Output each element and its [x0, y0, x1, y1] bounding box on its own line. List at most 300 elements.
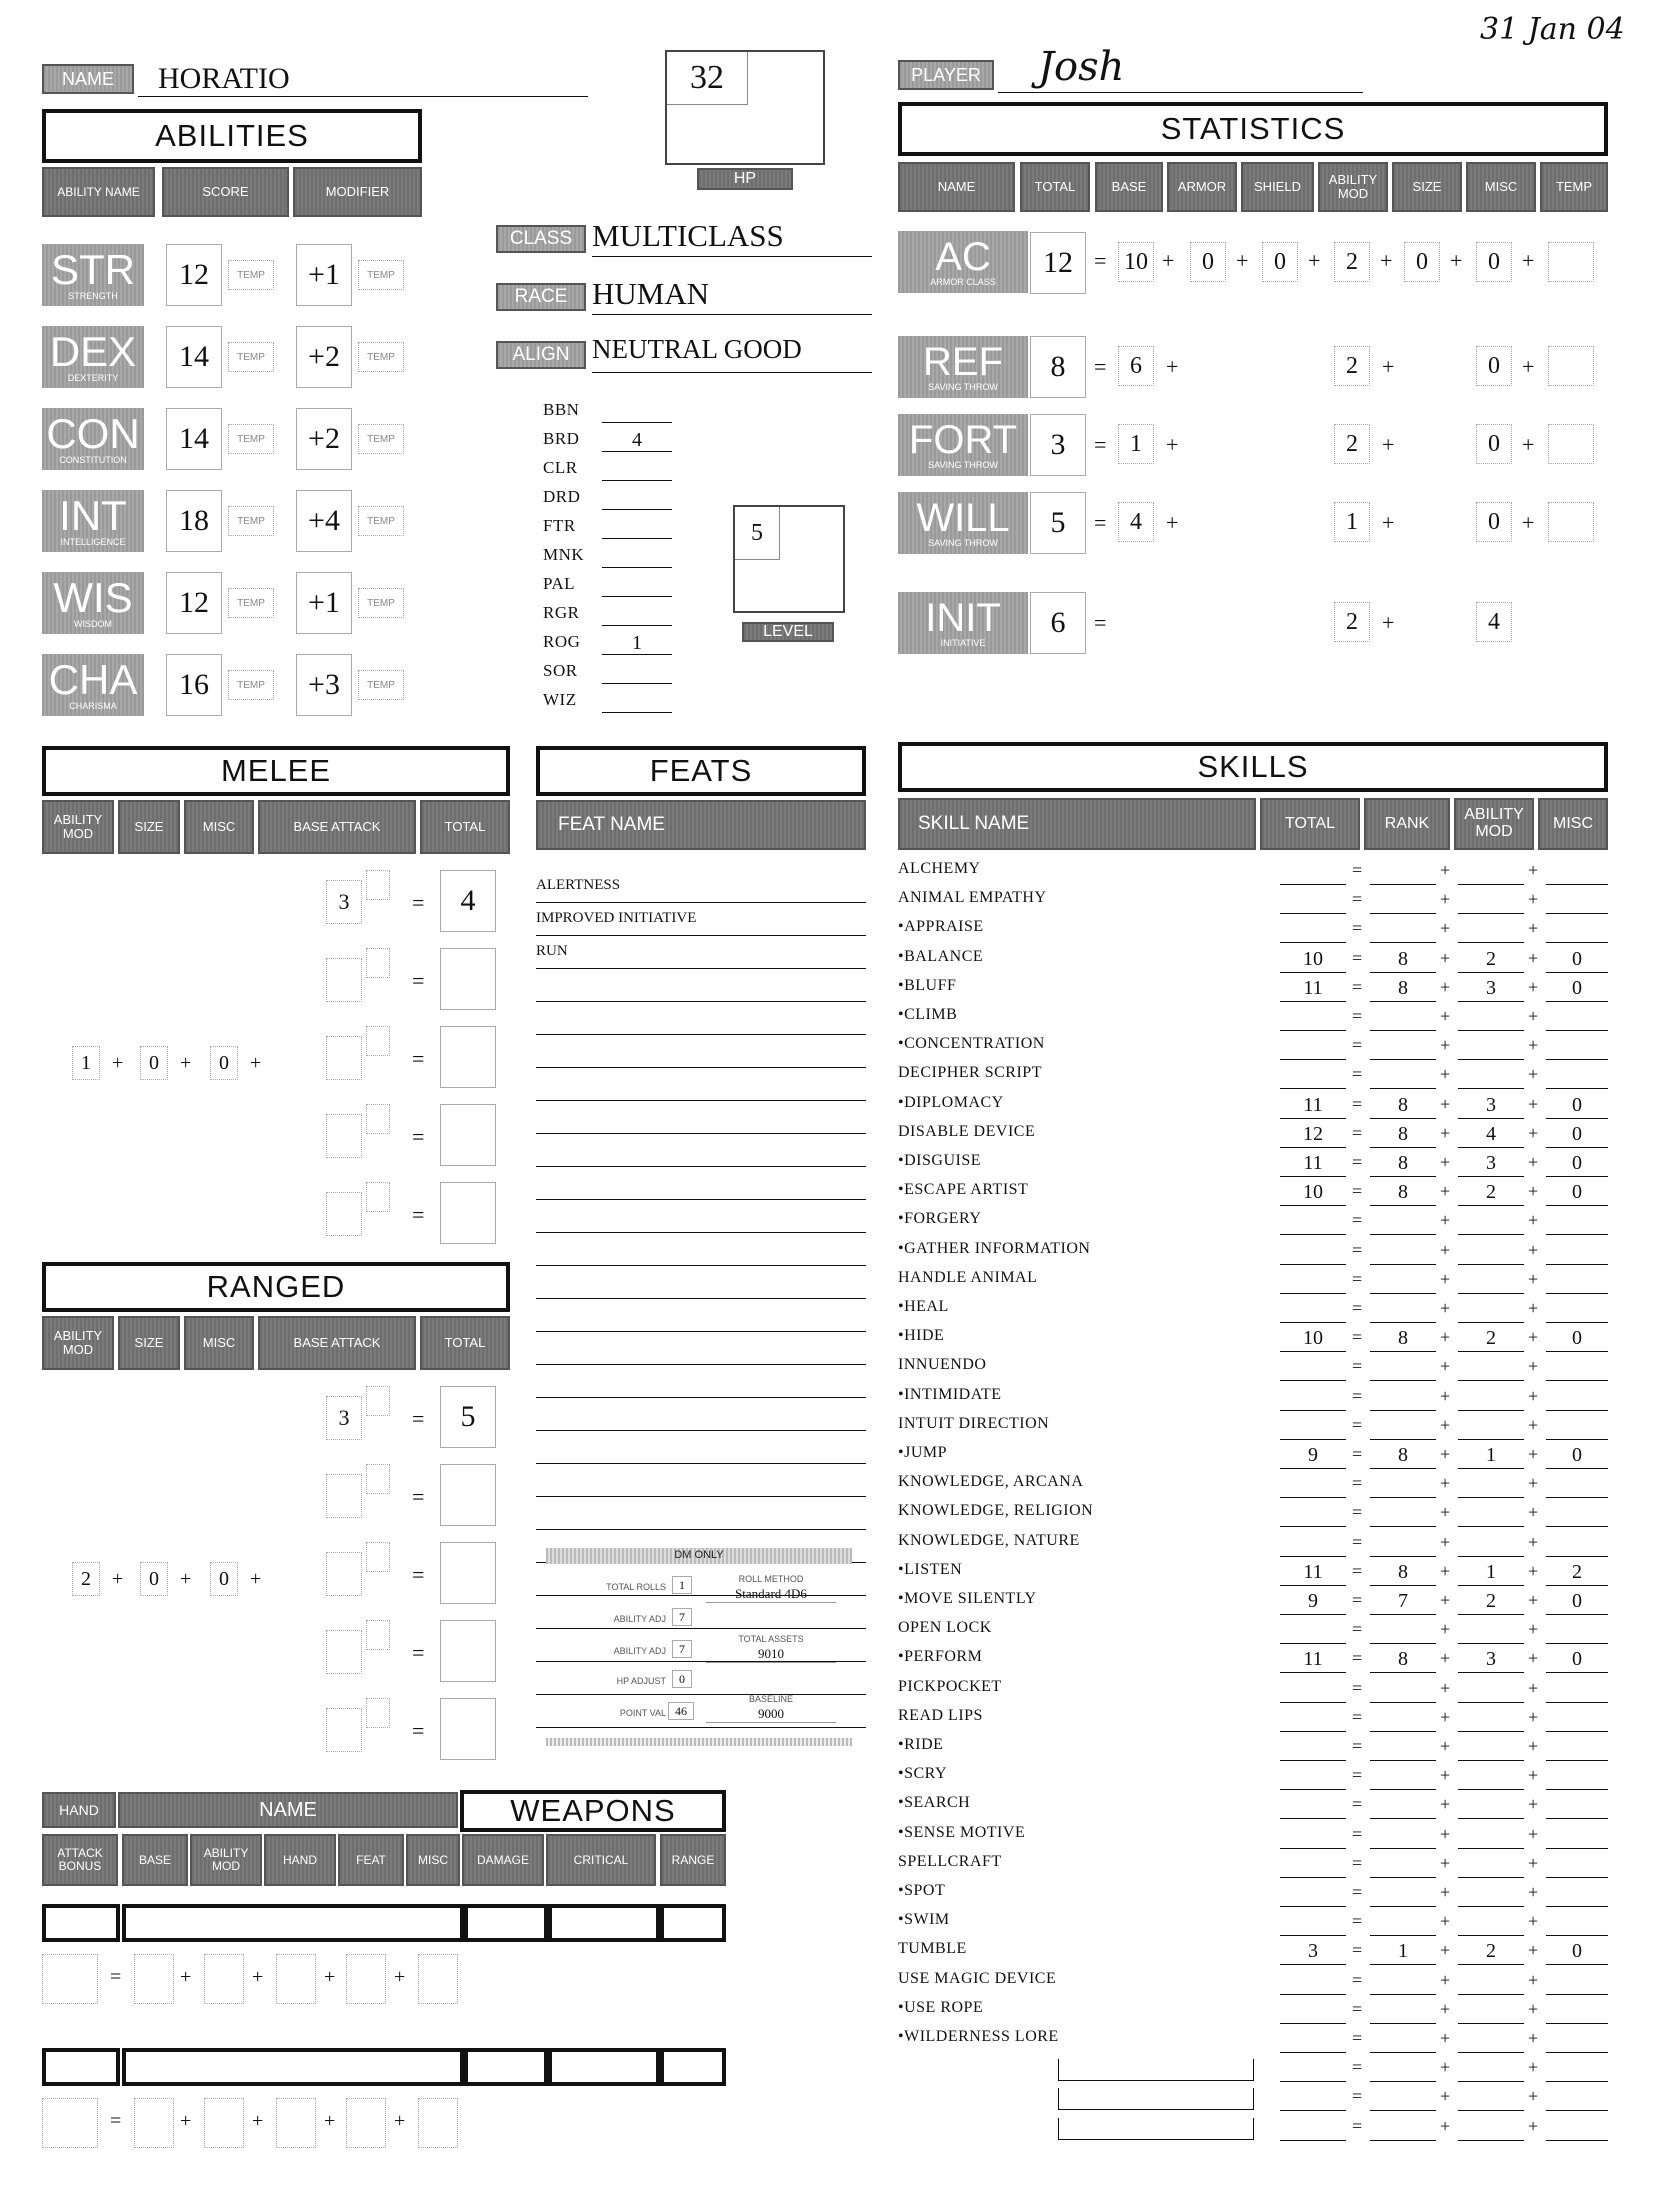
- skill-rank[interactable]: 8: [1370, 948, 1436, 973]
- skill-ability[interactable]: [1458, 2028, 1524, 2053]
- skill-misc[interactable]: [1546, 1269, 1608, 1294]
- skill-total[interactable]: [1280, 1882, 1346, 1907]
- feat-line[interactable]: [536, 938, 866, 969]
- save-base-will[interactable]: 4: [1118, 502, 1154, 542]
- skill-misc[interactable]: [1546, 2057, 1608, 2082]
- save-base-fort[interactable]: 1: [1118, 424, 1154, 464]
- class-level-pal[interactable]: [602, 574, 672, 597]
- skill-total[interactable]: 9: [1280, 1590, 1346, 1615]
- skill-misc[interactable]: 0: [1546, 1094, 1608, 1119]
- melee-base-box[interactable]: [326, 1114, 362, 1158]
- skill-total[interactable]: [1280, 2028, 1346, 2053]
- melee-total-box[interactable]: [440, 1104, 496, 1166]
- skill-ability[interactable]: [1458, 1473, 1524, 1498]
- level-box[interactable]: [733, 505, 845, 613]
- skill-rank[interactable]: [1370, 1386, 1436, 1411]
- feat-line[interactable]: [536, 872, 866, 903]
- skill-total[interactable]: [1280, 1473, 1346, 1498]
- skill-misc[interactable]: 0: [1546, 1327, 1608, 1352]
- skill-rank[interactable]: [1370, 1853, 1436, 1878]
- skill-total[interactable]: [1280, 1707, 1346, 1732]
- weapon-misc[interactable]: [418, 2098, 458, 2148]
- skill-rank[interactable]: [1370, 1064, 1436, 1089]
- skill-total[interactable]: 12: [1280, 1123, 1346, 1148]
- init-ability[interactable]: 2: [1334, 602, 1370, 642]
- feat-line[interactable]: [536, 905, 866, 936]
- skill-total[interactable]: [1280, 918, 1346, 943]
- ranged-base-box[interactable]: [326, 1552, 362, 1596]
- class-level-sor[interactable]: [602, 661, 672, 684]
- ranged-size[interactable]: 0: [140, 1562, 168, 1596]
- ability-score-dex[interactable]: 14: [166, 326, 222, 388]
- skill-ability[interactable]: 3: [1458, 1152, 1524, 1177]
- ability-mod-temp[interactable]: TEMP: [358, 670, 404, 700]
- skill-rank[interactable]: [1370, 1736, 1436, 1761]
- skill-ability[interactable]: [1458, 1356, 1524, 1381]
- class-level-ftr[interactable]: [602, 516, 672, 539]
- save-total-fort[interactable]: 3: [1030, 414, 1086, 476]
- skill-misc[interactable]: [1546, 1824, 1608, 1849]
- skill-total[interactable]: [1280, 1415, 1346, 1440]
- feat-line[interactable]: [536, 1400, 866, 1431]
- skill-ability[interactable]: [1458, 918, 1524, 943]
- skill-rank[interactable]: [1370, 918, 1436, 943]
- skill-ability[interactable]: [1458, 1006, 1524, 1031]
- skill-ability[interactable]: [1458, 1064, 1524, 1089]
- skill-misc[interactable]: 0: [1546, 1123, 1608, 1148]
- save-base-ref[interactable]: 6: [1118, 346, 1154, 386]
- class-level-rog[interactable]: 1: [602, 632, 672, 655]
- feat-line[interactable]: [536, 1004, 866, 1035]
- skill-misc[interactable]: [1546, 918, 1608, 943]
- skill-ability[interactable]: 1: [1458, 1444, 1524, 1469]
- weapon-range-box[interactable]: [660, 2048, 726, 2086]
- skill-total[interactable]: [1280, 1532, 1346, 1557]
- feat-line[interactable]: [536, 1169, 866, 1200]
- skill-ability[interactable]: [1458, 1210, 1524, 1235]
- class-field[interactable]: MULTICLASS: [592, 218, 872, 257]
- skill-ability[interactable]: [1458, 1298, 1524, 1323]
- skill-ability[interactable]: [1458, 1736, 1524, 1761]
- skill-misc[interactable]: [1546, 1415, 1608, 1440]
- skill-rank[interactable]: [1370, 1210, 1436, 1235]
- skill-misc[interactable]: [1546, 1473, 1608, 1498]
- skill-rank[interactable]: 8: [1370, 1327, 1436, 1352]
- feat-line[interactable]: [536, 1136, 866, 1167]
- skill-rank[interactable]: 8: [1370, 1152, 1436, 1177]
- skill-ability[interactable]: [1458, 2086, 1524, 2111]
- feat-line[interactable]: [536, 971, 866, 1002]
- skill-custom-bracket[interactable]: [1058, 2088, 1254, 2110]
- melee-base-box[interactable]: [326, 958, 362, 1002]
- ability-score-temp[interactable]: TEMP: [228, 506, 274, 536]
- skill-ability[interactable]: 3: [1458, 1094, 1524, 1119]
- skill-misc[interactable]: [1546, 1298, 1608, 1323]
- skill-ability[interactable]: [1458, 1911, 1524, 1936]
- skill-misc[interactable]: 0: [1546, 1590, 1608, 1615]
- skill-total[interactable]: [1280, 1999, 1346, 2024]
- skill-rank[interactable]: [1370, 1298, 1436, 1323]
- skill-rank[interactable]: [1370, 1532, 1436, 1557]
- skill-rank[interactable]: [1370, 2057, 1436, 2082]
- weapon-critical-box[interactable]: [548, 2048, 660, 2086]
- weapon-hand-box[interactable]: [42, 2048, 120, 2086]
- skill-ability[interactable]: 3: [1458, 1648, 1524, 1673]
- ability-score-con[interactable]: 14: [166, 408, 222, 470]
- class-level-mnk[interactable]: [602, 545, 672, 568]
- skill-custom-bracket[interactable]: [1058, 2059, 1254, 2081]
- skill-rank[interactable]: 7: [1370, 1590, 1436, 1615]
- skill-rank[interactable]: [1370, 2086, 1436, 2111]
- skill-misc[interactable]: [1546, 1707, 1608, 1732]
- skill-misc[interactable]: [1546, 1386, 1608, 1411]
- hp-box[interactable]: [665, 50, 825, 165]
- skill-rank[interactable]: [1370, 1619, 1436, 1644]
- skill-ability[interactable]: [1458, 1619, 1524, 1644]
- ability-mod-dex[interactable]: +2: [296, 326, 352, 388]
- ability-mod-int[interactable]: +4: [296, 490, 352, 552]
- skill-custom-bracket[interactable]: [1058, 2118, 1254, 2140]
- init-misc[interactable]: 4: [1476, 602, 1512, 642]
- ranged-base-box2[interactable]: [366, 1620, 390, 1650]
- skill-misc[interactable]: [1546, 1064, 1608, 1089]
- ranged-misc[interactable]: 0: [210, 1562, 238, 1596]
- skill-ability[interactable]: 2: [1458, 1590, 1524, 1615]
- ability-score-str[interactable]: 12: [166, 244, 222, 306]
- save-ability-will[interactable]: 1: [1334, 502, 1370, 542]
- ability-mod-con[interactable]: +2: [296, 408, 352, 470]
- skill-total[interactable]: [1280, 1298, 1346, 1323]
- weapon-feat[interactable]: [346, 2098, 386, 2148]
- melee-base-box[interactable]: 3: [326, 880, 362, 924]
- feat-line[interactable]: [536, 1235, 866, 1266]
- save-misc-ref[interactable]: 0: [1476, 346, 1512, 386]
- skill-rank[interactable]: 8: [1370, 1094, 1436, 1119]
- skill-ability[interactable]: [1458, 1532, 1524, 1557]
- skill-total[interactable]: 11: [1280, 977, 1346, 1002]
- skill-total[interactable]: [1280, 1210, 1346, 1235]
- player-field[interactable]: [998, 44, 1363, 93]
- skill-rank[interactable]: 1: [1370, 1940, 1436, 1965]
- feat-line[interactable]: [536, 1103, 866, 1134]
- weapon-base[interactable]: [134, 2098, 174, 2148]
- feat-line[interactable]: [536, 1367, 866, 1398]
- skill-misc[interactable]: [1546, 1794, 1608, 1819]
- class-level-wiz[interactable]: [602, 690, 672, 713]
- melee-total-box[interactable]: 4: [440, 870, 496, 932]
- skill-total[interactable]: [1280, 1035, 1346, 1060]
- skill-ability[interactable]: [1458, 1035, 1524, 1060]
- weapon-attack-bonus[interactable]: [42, 2098, 98, 2148]
- skill-ability[interactable]: [1458, 1502, 1524, 1527]
- skill-total[interactable]: [1280, 1269, 1346, 1294]
- skill-ability[interactable]: [1458, 2116, 1524, 2141]
- skill-total[interactable]: [1280, 889, 1346, 914]
- skill-ability[interactable]: 2: [1458, 948, 1524, 973]
- skill-ability[interactable]: [1458, 1999, 1524, 2024]
- ability-mod-temp[interactable]: TEMP: [358, 588, 404, 618]
- ranged-base-box[interactable]: [326, 1630, 362, 1674]
- ac-armor[interactable]: 0: [1190, 242, 1226, 282]
- skill-misc[interactable]: [1546, 1356, 1608, 1381]
- skill-total[interactable]: [1280, 1824, 1346, 1849]
- melee-total-box[interactable]: [440, 948, 496, 1010]
- ranged-total-box[interactable]: [440, 1698, 496, 1760]
- skill-total[interactable]: 3: [1280, 1940, 1346, 1965]
- skill-total[interactable]: [1280, 1853, 1346, 1878]
- skill-ability[interactable]: 4: [1458, 1123, 1524, 1148]
- skill-rank[interactable]: [1370, 1765, 1436, 1790]
- skill-ability[interactable]: [1458, 1240, 1524, 1265]
- feat-line[interactable]: [536, 1202, 866, 1233]
- skill-rank[interactable]: [1370, 1006, 1436, 1031]
- save-total-will[interactable]: 5: [1030, 492, 1086, 554]
- skill-rank[interactable]: [1370, 889, 1436, 914]
- class-level-drd[interactable]: [602, 487, 672, 510]
- skill-total[interactable]: 10: [1280, 1181, 1346, 1206]
- skill-rank[interactable]: 8: [1370, 1181, 1436, 1206]
- melee-base-box2[interactable]: [366, 1182, 390, 1212]
- ranged-total-box[interactable]: 5: [440, 1386, 496, 1448]
- skill-rank[interactable]: [1370, 1678, 1436, 1703]
- skill-total[interactable]: 10: [1280, 948, 1346, 973]
- skill-misc[interactable]: [1546, 1006, 1608, 1031]
- ac-total[interactable]: 12: [1030, 232, 1086, 294]
- weapon-name-box[interactable]: [122, 1904, 464, 1942]
- melee-base-box[interactable]: [326, 1192, 362, 1236]
- ranged-base-box2[interactable]: [366, 1698, 390, 1728]
- class-level-brd[interactable]: 4: [602, 429, 672, 452]
- ranged-base-box2[interactable]: [366, 1464, 390, 1494]
- feat-line[interactable]: [536, 1433, 866, 1464]
- skill-ability[interactable]: [1458, 1678, 1524, 1703]
- skill-rank[interactable]: [1370, 1707, 1436, 1732]
- ability-score-temp[interactable]: TEMP: [228, 260, 274, 290]
- skill-total[interactable]: [1280, 1619, 1346, 1644]
- weapon-attack-bonus[interactable]: [42, 1954, 98, 2004]
- skill-rank[interactable]: [1370, 2028, 1436, 2053]
- skill-rank[interactable]: 8: [1370, 977, 1436, 1002]
- skill-rank[interactable]: [1370, 1824, 1436, 1849]
- melee-ability[interactable]: 1: [72, 1046, 100, 1080]
- skill-misc[interactable]: [1546, 1911, 1608, 1936]
- ac-ability[interactable]: 2: [1334, 242, 1370, 282]
- class-level-bbn[interactable]: [602, 400, 672, 423]
- skill-total[interactable]: [1280, 1794, 1346, 1819]
- skill-rank[interactable]: [1370, 2116, 1436, 2141]
- skill-total[interactable]: [1280, 1736, 1346, 1761]
- class-level-clr[interactable]: [602, 458, 672, 481]
- ranged-total-box[interactable]: [440, 1464, 496, 1526]
- weapon-damage-box[interactable]: [464, 1904, 548, 1942]
- skill-ability[interactable]: [1458, 889, 1524, 914]
- skill-rank[interactable]: [1370, 1473, 1436, 1498]
- skill-total[interactable]: 11: [1280, 1561, 1346, 1586]
- ranged-base-box[interactable]: [326, 1708, 362, 1752]
- skill-misc[interactable]: 0: [1546, 1940, 1608, 1965]
- skill-total[interactable]: [1280, 1006, 1346, 1031]
- feat-line[interactable]: [536, 1268, 866, 1299]
- skill-ability[interactable]: [1458, 860, 1524, 885]
- skill-misc[interactable]: 0: [1546, 977, 1608, 1002]
- save-temp[interactable]: [1548, 346, 1594, 386]
- weapon-ability[interactable]: [204, 2098, 244, 2148]
- feat-line[interactable]: [536, 1466, 866, 1497]
- ac-base[interactable]: 10: [1118, 242, 1154, 282]
- skill-total[interactable]: [1280, 1064, 1346, 1089]
- skill-total[interactable]: [1280, 1970, 1346, 1995]
- skill-ability[interactable]: [1458, 1765, 1524, 1790]
- ranged-base-box2[interactable]: [366, 1386, 390, 1416]
- weapon-base[interactable]: [134, 1954, 174, 2004]
- weapon-name-box[interactable]: [122, 2048, 464, 2086]
- save-temp[interactable]: [1548, 502, 1594, 542]
- skill-rank[interactable]: [1370, 1794, 1436, 1819]
- skill-rank[interactable]: [1370, 1882, 1436, 1907]
- skill-ability[interactable]: [1458, 2057, 1524, 2082]
- weapon-critical-box[interactable]: [548, 1904, 660, 1942]
- ability-score-wis[interactable]: 12: [166, 572, 222, 634]
- ranged-base-box[interactable]: 3: [326, 1396, 362, 1440]
- weapon-feat[interactable]: [346, 1954, 386, 2004]
- skill-total[interactable]: [1280, 1678, 1346, 1703]
- ability-score-temp[interactable]: TEMP: [228, 588, 274, 618]
- skill-misc[interactable]: [1546, 1736, 1608, 1761]
- ability-mod-str[interactable]: +1: [296, 244, 352, 306]
- ability-mod-temp[interactable]: TEMP: [358, 506, 404, 536]
- save-misc-will[interactable]: 0: [1476, 502, 1512, 542]
- save-temp[interactable]: [1548, 424, 1594, 464]
- skill-rank[interactable]: [1370, 1970, 1436, 1995]
- skill-misc[interactable]: 0: [1546, 1444, 1608, 1469]
- skill-ability[interactable]: [1458, 1882, 1524, 1907]
- skill-misc[interactable]: [1546, 889, 1608, 914]
- skill-ability[interactable]: [1458, 1707, 1524, 1732]
- skill-misc[interactable]: 0: [1546, 948, 1608, 973]
- melee-base-box2[interactable]: [366, 870, 390, 900]
- name-field[interactable]: [138, 62, 588, 97]
- ac-shield[interactable]: 0: [1262, 242, 1298, 282]
- skill-misc[interactable]: [1546, 1619, 1608, 1644]
- melee-base-box2[interactable]: [366, 948, 390, 978]
- skill-rank[interactable]: 8: [1370, 1123, 1436, 1148]
- ability-score-temp[interactable]: TEMP: [228, 342, 274, 372]
- skill-misc[interactable]: 0: [1546, 1181, 1608, 1206]
- weapon-hand-box[interactable]: [42, 1904, 120, 1942]
- feat-line[interactable]: [536, 1037, 866, 1068]
- init-total[interactable]: 6: [1030, 592, 1086, 654]
- skill-misc[interactable]: 2: [1546, 1561, 1608, 1586]
- ability-mod-cha[interactable]: +3: [296, 654, 352, 716]
- save-ability-ref[interactable]: 2: [1334, 346, 1370, 386]
- ability-mod-wis[interactable]: +1: [296, 572, 352, 634]
- ability-score-temp[interactable]: TEMP: [228, 670, 274, 700]
- skill-misc[interactable]: [1546, 1999, 1608, 2024]
- feat-line[interactable]: [536, 1301, 866, 1332]
- skill-misc[interactable]: 0: [1546, 1648, 1608, 1673]
- skill-ability[interactable]: [1458, 1970, 1524, 1995]
- skill-ability[interactable]: 1: [1458, 1561, 1524, 1586]
- skill-ability[interactable]: [1458, 1269, 1524, 1294]
- feat-line[interactable]: [536, 1070, 866, 1101]
- melee-total-box[interactable]: [440, 1026, 496, 1088]
- skill-misc[interactable]: [1546, 1532, 1608, 1557]
- skill-misc[interactable]: [1546, 1678, 1608, 1703]
- feat-line[interactable]: [536, 1499, 866, 1530]
- skill-misc[interactable]: [1546, 1502, 1608, 1527]
- skill-rank[interactable]: [1370, 860, 1436, 885]
- weapon-hand[interactable]: [276, 2098, 316, 2148]
- skill-total[interactable]: 11: [1280, 1152, 1346, 1177]
- skill-total[interactable]: [1280, 2057, 1346, 2082]
- ac-temp[interactable]: [1548, 242, 1594, 282]
- skill-ability[interactable]: [1458, 1415, 1524, 1440]
- skill-total[interactable]: [1280, 1240, 1346, 1265]
- align-field[interactable]: NEUTRAL GOOD: [592, 334, 872, 373]
- skill-total[interactable]: [1280, 2116, 1346, 2141]
- skill-total[interactable]: [1280, 860, 1346, 885]
- skill-total[interactable]: 11: [1280, 1094, 1346, 1119]
- weapon-hand[interactable]: [276, 1954, 316, 2004]
- ability-mod-temp[interactable]: TEMP: [358, 424, 404, 454]
- skill-rank[interactable]: [1370, 1999, 1436, 2024]
- skill-total[interactable]: 10: [1280, 1327, 1346, 1352]
- skill-ability[interactable]: 2: [1458, 1327, 1524, 1352]
- skill-misc[interactable]: [1546, 1765, 1608, 1790]
- skill-misc[interactable]: [1546, 2028, 1608, 2053]
- ability-mod-temp[interactable]: TEMP: [358, 260, 404, 290]
- skill-ability[interactable]: [1458, 1794, 1524, 1819]
- ability-mod-temp[interactable]: TEMP: [358, 342, 404, 372]
- skill-ability[interactable]: [1458, 1386, 1524, 1411]
- skill-rank[interactable]: [1370, 1269, 1436, 1294]
- skill-misc[interactable]: [1546, 1210, 1608, 1235]
- skill-rank[interactable]: [1370, 1035, 1436, 1060]
- skill-rank[interactable]: [1370, 1911, 1436, 1936]
- skill-misc[interactable]: [1546, 1853, 1608, 1878]
- skill-total[interactable]: [1280, 2086, 1346, 2111]
- skill-total[interactable]: 11: [1280, 1648, 1346, 1673]
- ability-score-temp[interactable]: TEMP: [228, 424, 274, 454]
- weapon-misc[interactable]: [418, 1954, 458, 2004]
- skill-rank[interactable]: [1370, 1240, 1436, 1265]
- melee-total-box[interactable]: [440, 1182, 496, 1244]
- race-field[interactable]: HUMAN: [592, 276, 872, 315]
- save-total-ref[interactable]: 8: [1030, 336, 1086, 398]
- skill-ability[interactable]: 2: [1458, 1940, 1524, 1965]
- save-misc-fort[interactable]: 0: [1476, 424, 1512, 464]
- skill-misc[interactable]: [1546, 2116, 1608, 2141]
- skill-ability[interactable]: 3: [1458, 977, 1524, 1002]
- skill-misc[interactable]: 0: [1546, 1152, 1608, 1177]
- feat-line[interactable]: [536, 1334, 866, 1365]
- skill-total[interactable]: [1280, 1911, 1346, 1936]
- weapon-range-box[interactable]: [660, 1904, 726, 1942]
- ability-score-int[interactable]: 18: [166, 490, 222, 552]
- skill-total[interactable]: [1280, 1386, 1346, 1411]
- melee-base-box[interactable]: [326, 1036, 362, 1080]
- melee-size[interactable]: 0: [140, 1046, 168, 1080]
- save-ability-fort[interactable]: 2: [1334, 424, 1370, 464]
- skill-rank[interactable]: 8: [1370, 1561, 1436, 1586]
- skill-total[interactable]: [1280, 1356, 1346, 1381]
- skill-rank[interactable]: [1370, 1502, 1436, 1527]
- ranged-base-box[interactable]: [326, 1474, 362, 1518]
- melee-base-box2[interactable]: [366, 1026, 390, 1056]
- skill-misc[interactable]: [1546, 1970, 1608, 1995]
- skill-rank[interactable]: [1370, 1356, 1436, 1381]
- skill-ability[interactable]: [1458, 1853, 1524, 1878]
